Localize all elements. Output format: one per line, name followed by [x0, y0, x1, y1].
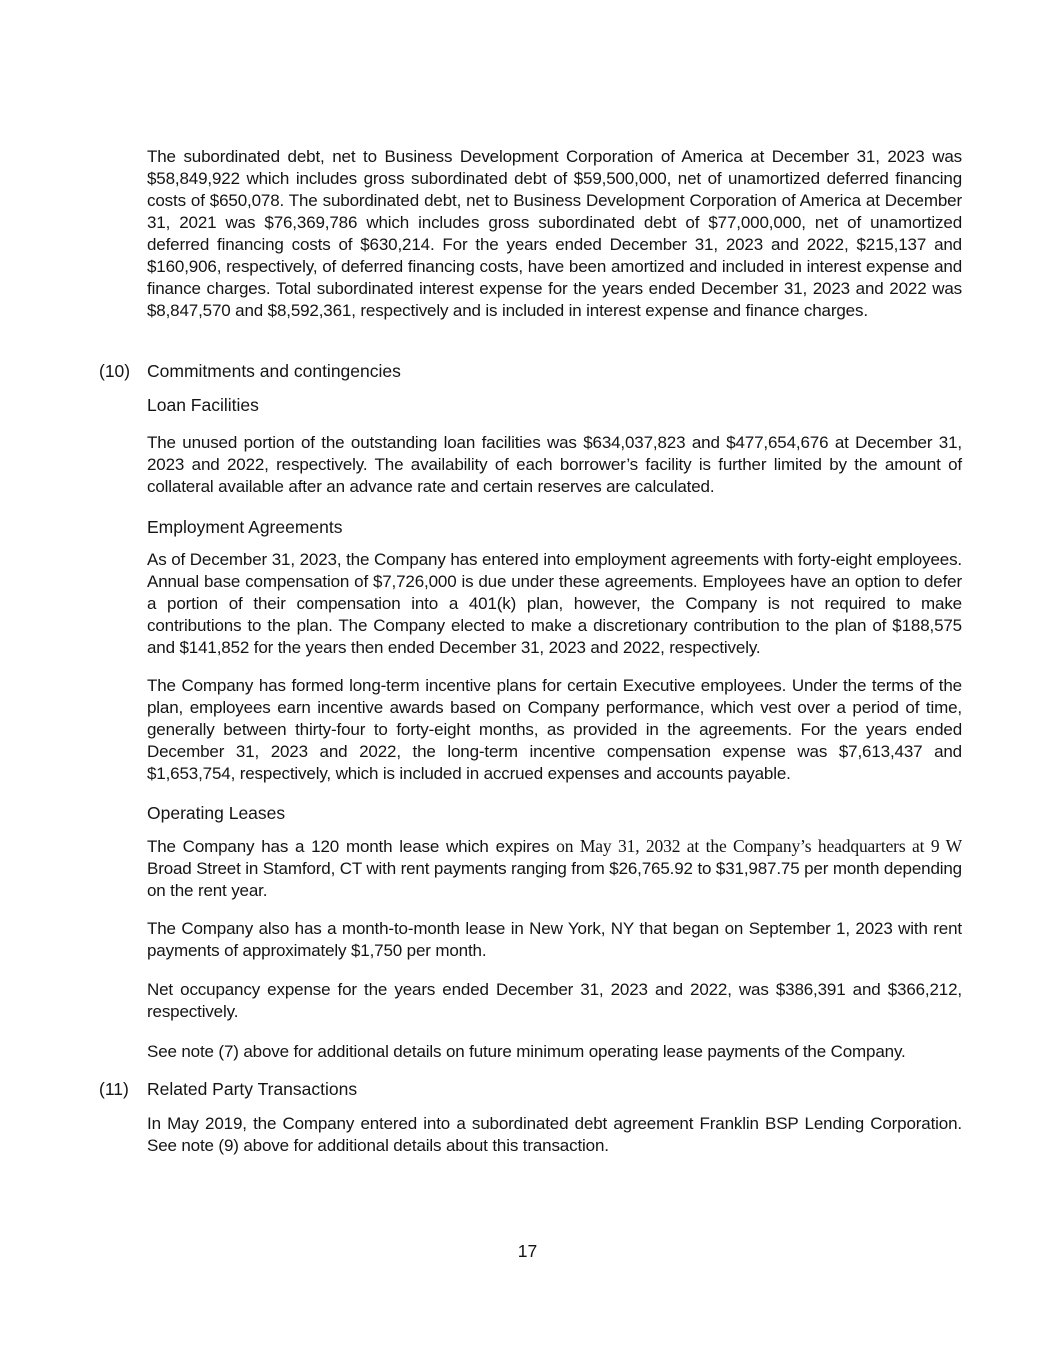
section-heading-10	[99, 360, 401, 382]
section-number: (10)	[99, 361, 131, 381]
related-party-paragraph: In May 2019, the Company entered into a subordinated debt agreement Franklin BSP Lending Corporation. See note (9) above for additional details about this transaction.	[147, 1114, 962, 1155]
leases-text-a: The Company has a 120 month lease which expires	[147, 837, 550, 856]
leases-text-c: Broad Street in Stamford, CT with rent payments ranging from $26,765.92 to $31,987.75 per month depending on the rent year.	[147, 859, 962, 900]
employment-paragraph-2: The Company has formed long-term incentive plans for certain Executive employees. Under the terms of the plan, employees earn incentive awards based on Company performance, which vest over a period of time, generally between thirty-four to forty-eight months, as provided in the agreements. For the years ended December 31, 2023 and 2022, the long-term incentive compensation expense was $7,613,437 and $1,653,754, respectively, which is included in accrued expenses and accounts payable.	[147, 676, 962, 783]
leases-paragraph-4: See note (7) above for additional details on future minimum operating lease payments of the Company.	[147, 1042, 906, 1061]
section-title: Commitments and contingencies	[147, 361, 401, 381]
employment-paragraph-1: As of December 31, 2023, the Company has entered into employment agreements with forty-eight employees. Annual base compensation of $7,726,000 is due under these agreements. Employees have an option to defer a portion of their compensation into a 401(k) plan, however, the Company is not required to make contributions to the plan. The Company elected to make a discretionary contribution to the plan of $188,575 and $141,852 for the years then ended December 31, 2023 and 2022, respectively.	[147, 550, 962, 657]
section-heading-11	[99, 1078, 357, 1100]
leases-paragraph-3: Net occupancy expense for the years ended December 31, 2023 and 2022, was $386,391 and $366,212, respectively.	[147, 980, 962, 1021]
leases-text-b: on May 31, 2032 at the Company’s headquarters at 9 W	[556, 836, 962, 856]
subheading-operating-leases: Operating Leases	[147, 803, 286, 823]
subheading-employment-agreements: Employment Agreements	[147, 517, 343, 537]
subordinated-debt-paragraph: The subordinated debt, net to Business Development Corporation of America at December 31, 2023 was $58,849,922 which includes gross subordinated debt of $59,500,000, net of unamortized deferred financing costs of $650,078. The subordinated debt, net to Business Development Corporation of America at December 31, 2021 was $76,369,786 which includes gross subordinated debt of $77,000,000, net of unamortized deferred financing costs of $630,214. For the years ended December 31, 2023 and 2022, $215,137 and $160,906, respectively, of deferred financing costs, have been amortized and included in interest expense and finance charges. Total subordinated interest expense for the years ended December 31, 2023 and 2022 was $8,847,570 and $8,592,361, respectively and is included in interest expense and finance charges.	[147, 147, 962, 320]
subheading-loan-facilities: Loan Facilities	[147, 395, 259, 415]
loan-facilities-paragraph: The unused portion of the outstanding loan facilities was $634,037,823 and $477,654,676 at December 31, 2023 and 2022, respectively. The availability of each borrower’s facility is further limited by the amount of collateral available after an advance rate and certain reserves are calculated.	[147, 433, 962, 496]
leases-paragraph-1	[147, 835, 962, 902]
section-number: (11)	[99, 1079, 129, 1099]
page-number: 17	[517, 1241, 538, 1261]
leases-paragraph-2: The Company also has a month-to-month lease in New York, NY that began on September 1, 2023 with rent payments of approximately $1,750 per month.	[147, 919, 962, 960]
section-title: Related Party Transactions	[147, 1079, 358, 1099]
